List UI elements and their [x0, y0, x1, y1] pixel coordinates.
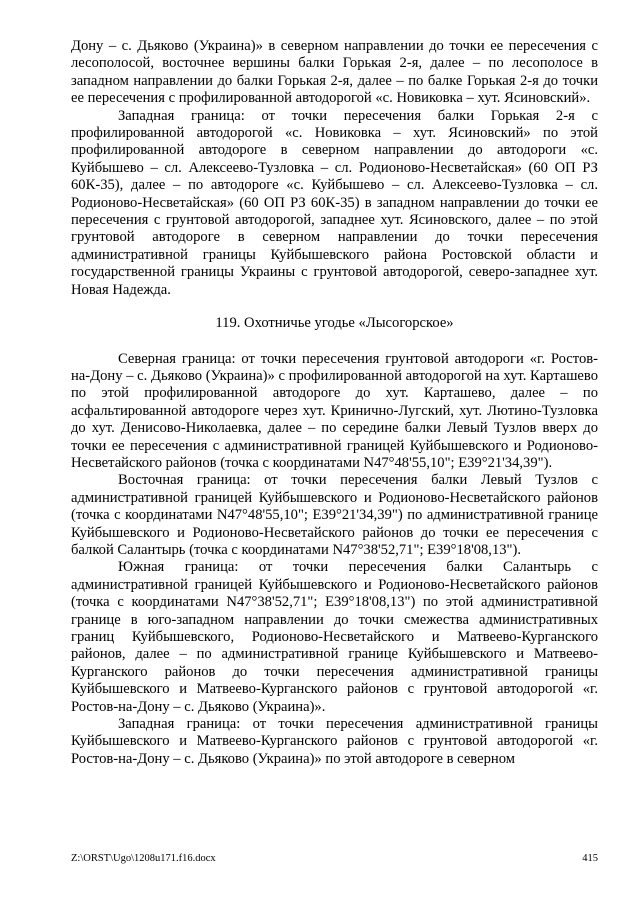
section-heading: 119. Охотничье угодье «Лысогорское» [215, 315, 454, 332]
page-footer [71, 853, 598, 865]
page-number: 415 [582, 853, 598, 864]
paragraph-southern-border: Южная граница: от точки пересечения балки Салантырь с административной границей Куйбышевского и Родионово-Несветайского районов (точка с координатами N47°38'52,71"; E39°18'08,13") по этой административной границе в юго-западном направлении до точки смежества административных границ Куйбышевского, Родионово-Несветайского и Матвеево-Курганского районов, далее – по административной границе Куйбышевского и Матвеево-Курганского районов до точки пересечения административной границы Куйбышевского и Матвеево-Курганского районов с грунтовой автодорогой «г. Ростов-на-Дону – с. Дьяково (Украина)». [71, 559, 598, 715]
paragraph-continuation: Дону – с. Дьяково (Украина)» в северном направлении до точки ее пересечения с лесополосой, восточнее вершины балки Горькая 2-я, далее – по лесополосе в западном направлении до балки Горькая 2-я, далее – по балке Горькая 2-я до точки ее пересечения с профилированной автодорогой «с. Новиковка – хут. Ясиновский». [71, 38, 598, 107]
paragraph-northern-border: Северная граница: от точки пересечения грунтовой автодороги «г. Ростов-на-Дону – с. Дьяково (Украина)» с профилированной автодорогой на хут. Карташево по этой профилированной автодороге до хут. Карташево, далее – по асфальтированной автодороге через хут. Кринично-Лугский, хут. Лютино-Тузловка до хут. Денисово-Николаевка, далее – по середине балки Левый Тузлов вверх до точки ее пересечения с административной границей Куйбышевского и Родионово-Несветайского районов (точка с координатами N47°48'55,10"; E39°21'34,39"). [71, 350, 598, 471]
document-body [71, 38, 598, 768]
paragraph-eastern-border: Восточная граница: от точки пересечения балки Левый Тузлов с административной границей Куйбышевского и Родионово-Несветайского районов (точка с координатами N47°48'55,10"; E39°21'34,39") по административной границе Куйбышевского и Родионово-Несветайского районов до точки ее пересечения с балкой Салантырь (точка с координатами N47°38'52,71"; E39°18'08,13"). [71, 472, 598, 558]
paragraph-western-border: Западная граница: от точки пересечения балки Горькая 2-я с профилированной автодорогой «с. Новиковка – хут. Ясиновский» по этой профилированной автодороге в северном направлении до автодороги «с. Куйбышево – сл. Алексеево-Тузловка – сл. Родионово-Несветайская» (60 ОП РЗ 60К-35), далее – по автодороге «с. Куйбышево – сл. Алексеево-Тузловка – сл. Родионово-Несветайская» (60 ОП РЗ 60К-35) в западном направлении до точки ее пересечения с грунтовой автодорогой, западнее хут. Ясиновского, далее – по этой грунтовой автодороге в северном направлении до точки пересечения административной границы Куйбышевского района Ростовской области и государственной границы Украины с грунтовой автодорогой, северо-западнее хут. Новая Надежда. [71, 107, 598, 298]
footer-file-path: Z:\ORST\Ugo\1208u171.f16.docx [71, 853, 216, 864]
paragraph-western-border-2: Западная граница: от точки пересечения административной границы Куйбышевского и Матвеево-Курганского районов с грунтовой автодорогой «г. Ростов-на-Дону – с. Дьяково (Украина)» по этой автодороге в северном [71, 716, 598, 767]
